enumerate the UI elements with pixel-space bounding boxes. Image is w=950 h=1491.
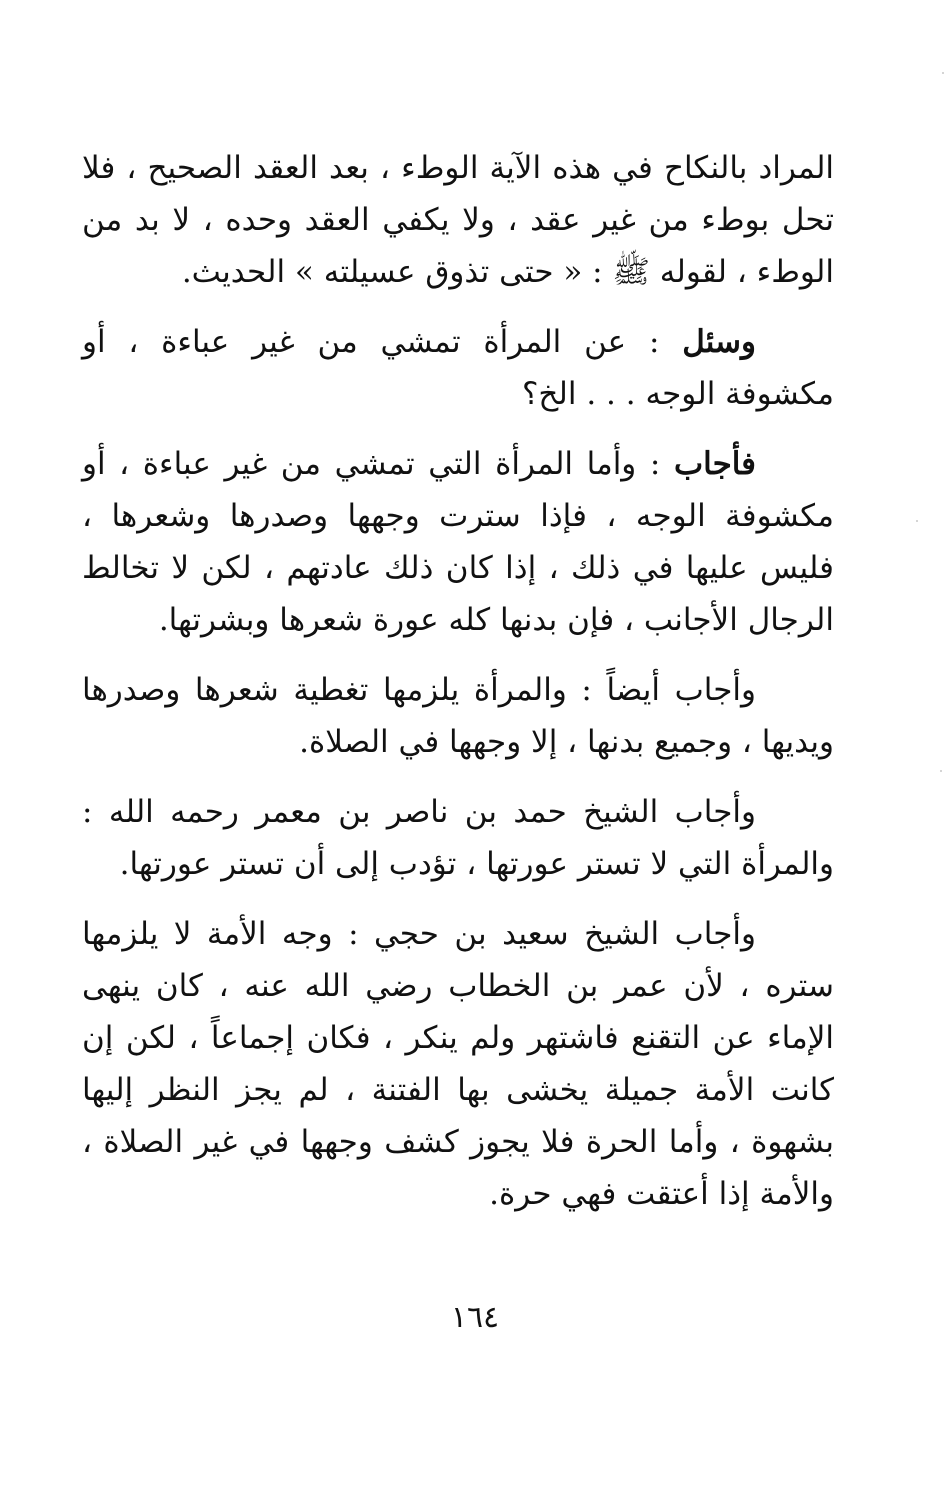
paragraph-3-text: : وأما المرأة التي تمشي من غير عباءة ، أو مكشوفة الوجه ، فإذا سترت وجهها وصدرها وشعرها ، فليس عليها في ذلك ، إذا كان ذلك عادتهم ، لكن لا تخالط الرجال الأجانب ، فإن بدنها كله عورة شعرها وبشرتها. <box>82 446 834 638</box>
page-body <box>82 142 834 1238</box>
paragraph-1 <box>82 142 834 298</box>
paragraph-2-lead: وسئل <box>682 324 756 360</box>
scan-speck <box>940 770 942 772</box>
paragraph-3-lead: فأجاب <box>673 446 756 482</box>
scan-speck <box>942 72 944 74</box>
paragraph-6 <box>82 908 834 1220</box>
paragraph-2-text: : عن المرأة تمشي من غير عباءة ، أو مكشوفة الوجه . . . الخ؟ <box>82 324 834 412</box>
paragraph-5-text: وأجاب الشيخ حمد بن ناصر بن معمر رحمه الله : والمرأة التي لا تستر عورتها ، تؤدب إلى أن تستر عورتها. <box>82 794 834 882</box>
paragraph-5 <box>82 786 834 890</box>
paragraph-6-text: وأجاب الشيخ سعيد بن حجي : وجه الأمة لا يلزمها ستره ، لأن عمر بن الخطاب رضي الله عنه ، كان ينهى الإماء عن التقنع فاشتهر ولم ينكر ، فكان إجماعاً ، لكن إن كانت الأمة جميلة يخشى بها الفتنة ، لم يجز النظر إليها بشهوة ، وأما الحرة فلا يجوز كشف وجهها في غير الصلاة ، والأمة إذا أعتقت فهي حرة. <box>82 916 834 1212</box>
paragraph-1-text: المراد بالنكاح في هذه الآية الوطء ، بعد العقد الصحيح ، فلا تحل بوطء من غير عقد ، ولا يكفي العقد وحده ، لا بد من الوطء ، لقوله ﷺ : « حتى تذوق عسيلته » الحديث. <box>82 150 834 290</box>
paragraph-4 <box>82 664 834 768</box>
scan-speck <box>916 520 918 522</box>
page-number: ١٦٤ <box>450 1300 500 1335</box>
paragraph-2 <box>82 316 834 420</box>
paragraph-3 <box>82 438 834 646</box>
paragraph-4-text: وأجاب أيضاً : والمرأة يلزمها تغطية شعرها وصدرها ويديها ، وجميع بدنها ، إلا وجهها في الصلاة. <box>82 672 834 760</box>
